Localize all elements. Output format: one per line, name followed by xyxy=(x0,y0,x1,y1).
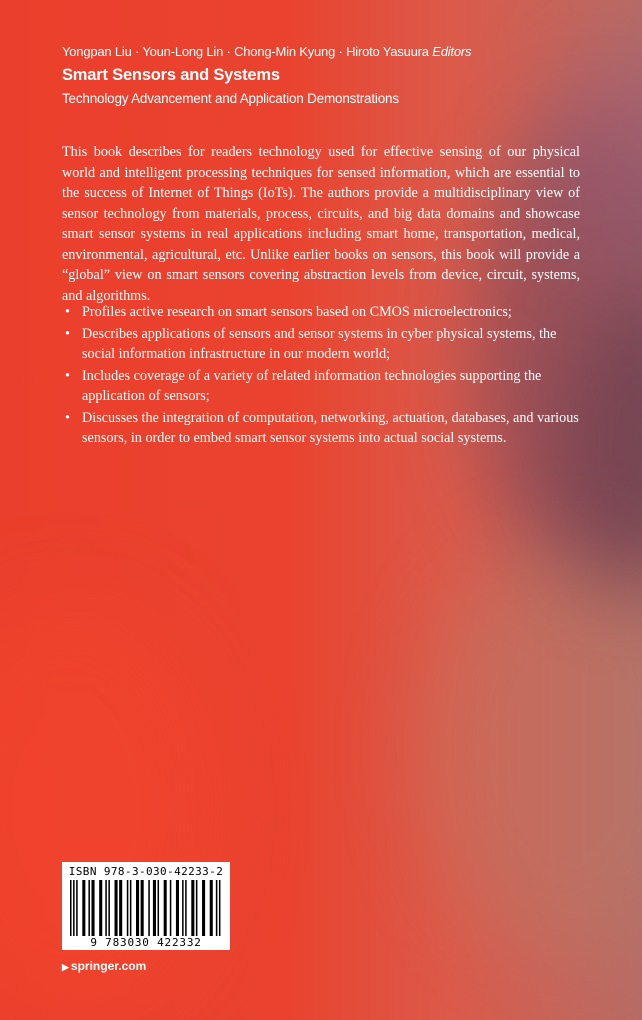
editors-role: Editors xyxy=(432,44,472,59)
list-item-text: Includes coverage of a variety of related information technologies supporting the application of sensors; xyxy=(82,367,542,404)
barcode-bar xyxy=(108,880,110,936)
book-title: Smart Sensors and Systems xyxy=(62,66,280,84)
barcode-bar xyxy=(82,880,85,936)
list-item xyxy=(62,366,582,407)
barcode-bar xyxy=(99,880,102,936)
barcode-bar xyxy=(127,880,129,936)
barcode-bar xyxy=(158,880,160,936)
barcode-number: 9 783030 422332 xyxy=(90,936,202,949)
barcode-bar xyxy=(216,880,218,936)
feature-list xyxy=(62,302,582,450)
editors-names: Yongpan Liu · Youn-Long Lin · Chong-Min Kyung · Hiroto Yasuura xyxy=(62,44,429,59)
bullet-icon: • xyxy=(65,325,70,342)
barcode-bar xyxy=(170,880,172,936)
list-item xyxy=(62,408,582,449)
barcode-bar xyxy=(219,880,221,936)
arrow-right-icon: ▶ xyxy=(62,962,69,972)
barcode-bar xyxy=(70,880,72,936)
barcode-bar xyxy=(164,880,167,936)
barcode-bar xyxy=(88,880,90,936)
barcode-bar xyxy=(91,880,94,936)
barcode-bar xyxy=(182,880,184,936)
list-item-text: Discusses the integration of computation, networking, actuation, databases, and various sensors, in order to embed smart sensor systems into actual social systems. xyxy=(82,409,579,446)
barcode-bar xyxy=(191,880,194,936)
editors-line xyxy=(62,44,582,59)
barcode-bar xyxy=(176,880,179,936)
bullet-icon: • xyxy=(65,304,70,320)
list-item xyxy=(62,302,582,323)
isbn-barcode xyxy=(62,862,230,950)
barcode-bar xyxy=(105,880,107,936)
book-description: This book describes for readers technology used for effective sensing of our physical world and intelligent processing techniques for sensed information, which are essential to the success of Internet of Things (IoTs). The authors provide a multidisciplinary view of sensor technology from materials, process, circuits, and big data domains and showcase smart sensor systems in real applications including smart home, transportation, medical, environmental, agricultural, etc. Unlike earlier books on sensors, this book will provide a “global” view on smart sensors covering abstraction levels from device, circuit, systems, and algorithms. xyxy=(62,144,580,304)
barcode-bar xyxy=(141,880,144,936)
list-item-text: Profiles active research on smart sensors based on CMOS microelectronics; xyxy=(82,304,512,320)
barcode-bar xyxy=(119,880,122,936)
barcode-bar xyxy=(115,880,118,936)
publisher-url: springer.com xyxy=(70,959,147,973)
barcode-bar xyxy=(73,880,75,936)
barcode-bar xyxy=(196,880,198,936)
publisher-link[interactable] xyxy=(62,959,146,973)
list-item xyxy=(62,324,582,365)
book-subtitle: Technology Advancement and Application Demonstrations xyxy=(62,91,399,106)
barcode-bar xyxy=(153,880,156,936)
list-item-text: Describes applications of sensors and sensor systems in cyber physical systems, the social information infrastructure in our modern world; xyxy=(82,325,557,362)
barcode-bar xyxy=(130,880,132,936)
barcode-bar xyxy=(148,880,150,936)
barcode-bar xyxy=(136,880,139,936)
barcode-bar xyxy=(185,880,187,936)
bullet-icon: • xyxy=(65,409,70,426)
bullet-icon: • xyxy=(65,367,70,384)
isbn-label: ISBN 978-3-030-42233-2 xyxy=(68,865,224,878)
barcode-bar xyxy=(76,880,78,936)
barcode-bars xyxy=(70,880,222,936)
barcode-bar xyxy=(210,880,213,936)
barcode-bar xyxy=(202,880,205,936)
